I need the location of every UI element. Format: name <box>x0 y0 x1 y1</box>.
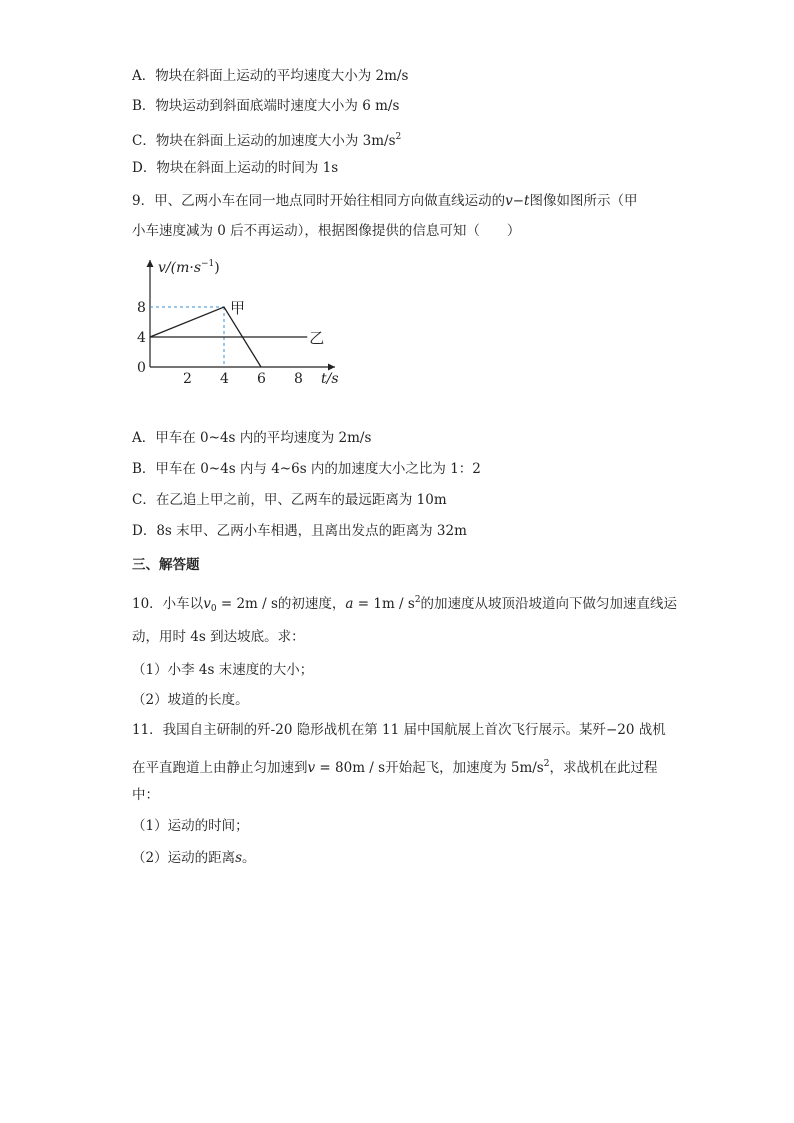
q9-stem-line2: 小车速度减为 0 后不再运动），根据图像提供的信息可知（ ） <box>132 223 521 239</box>
x-tick-label: 8 <box>294 371 303 387</box>
q9-option-b: B．甲车在 0~4s 内与 4~6s 内的加速度大小之比为 1：2 <box>132 461 481 477</box>
x-tick-label: 4 <box>220 371 229 387</box>
q11-line3: 中： <box>132 787 159 803</box>
q9-stem-line1: 9．甲、乙两小车在同一地点同时开始往相同方向做直线运动的v−t图像如图所示（甲 <box>132 193 638 209</box>
q10-line2: 动，用时 4s 到达坡底。求： <box>132 629 305 645</box>
section-title: 三、解答题 <box>132 557 200 573</box>
q11-line1: 11．我国自主研制的歼-20 隐形战机在第 11 届中国航展上首次飞行展示。某歼−20 战机 <box>132 722 666 738</box>
q8-option-b: B．物块运动到斜面底端时速度大小为 6 m/s <box>132 98 400 114</box>
q9-option-d: D．8s 末甲、乙两小车相遇，且离出发点的距离为 32m <box>132 523 467 539</box>
q9-option-a: A．甲车在 0~4s 内的平均速度为 2m/s <box>132 430 372 446</box>
q11-sub2: （2）运动的距离s。 <box>132 850 256 866</box>
q10-line1: 10．小车以$v_0 = 2m / s$的初速度，$a = 1m / s^2$的加速度从坡顶沿坡道向下做匀加速直线运 <box>132 595 678 614</box>
y-axis-label: $v/(m\cdot s^{-1})$ <box>158 259 220 276</box>
series-label-jia: 甲 <box>230 299 246 317</box>
v-t-graph <box>130 250 350 390</box>
q9-option-c: C．在乙追上甲之前，甲、乙两车的最远距离为 10m <box>132 492 447 508</box>
q8-option-d: D．物块在斜面上运动的时间为 1s <box>132 160 339 176</box>
q8-option-c: C．物块在斜面上运动的加速度大小为 $3m/s^2$ <box>132 132 402 149</box>
x-axis-label: t/s <box>321 371 339 387</box>
y-tick-label: 0 <box>137 360 146 376</box>
q10-sub2: （2）坡道的长度。 <box>132 692 249 708</box>
x-tick-label: 6 <box>257 371 266 387</box>
q11-sub1: （1）运动的时间； <box>132 818 249 834</box>
series-label-yi: 乙 <box>309 329 325 347</box>
q8-option-a: A．物块在斜面上运动的平均速度大小为 2m/s <box>132 68 409 84</box>
x-tick-label: 2 <box>183 371 192 387</box>
y-tick-label: 4 <box>137 330 146 346</box>
y-tick-label: 8 <box>137 300 146 316</box>
q10-sub1: （1）小李 4s 末速度的大小； <box>132 662 314 678</box>
q11-line2: 在平直跑道上由静止匀加速到v = 80m / s开始起飞，加速度为 $5m/s^2$，求战机在此过程 <box>132 759 658 776</box>
